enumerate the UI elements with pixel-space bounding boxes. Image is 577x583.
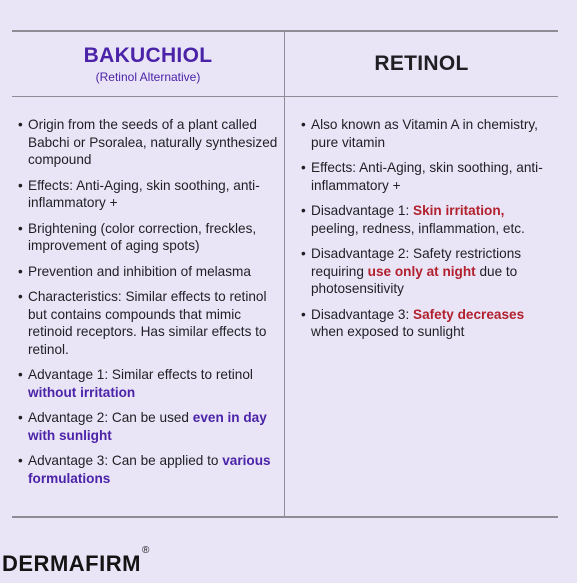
highlight-text: even in day with sunlight (28, 410, 267, 443)
list-item: • Prevention and inhibition of melasma (18, 263, 280, 281)
retinol-column (301, 116, 551, 349)
list-item: • Brightening (color correction, freckles, improvement of aging spots) (18, 220, 280, 255)
bakuchiol-subtitle: (Retinol Alternative) (95, 70, 201, 84)
list-item: • Disadvantage 2: Safety restrictions requiring use only at night due to photosensitivity (301, 245, 551, 298)
list-item: • Origin from the seeds of a plant called Babchi or Psoralea, naturally synthesized compound (18, 116, 280, 169)
list-item: • Advantage 3: Can be applied to various formulations (18, 452, 280, 487)
list-item: • Characteristics: Similar effects to retinol but contains compounds that mimic retinoid receptors. Has similar effects to retinol. (18, 288, 280, 358)
list-item: • Also known as Vitamin A in chemistry, pure vitamin (301, 116, 551, 151)
highlight-text: Safety decreases (413, 306, 525, 322)
highlight-text: use only at night (367, 263, 476, 279)
list-item: • Disadvantage 3: Safety decreases when exposed to sunlight (301, 306, 551, 341)
dermafirm-logo: DERMAFIRM (2, 551, 141, 576)
highlight-text: without irritation (28, 384, 136, 400)
highlight-text: various formulations (28, 453, 271, 486)
bakuchiol-list (18, 116, 280, 487)
list-item: • Advantage 2: Can be used even in day with sunlight (18, 409, 280, 444)
bakuchiol-column (18, 116, 280, 495)
bakuchiol-header (12, 32, 284, 96)
retinol-list (301, 116, 551, 341)
registered-mark: ® (142, 545, 150, 556)
list-item: • Disadvantage 1: Skin irritation, peeling, redness, inflammation, etc. (301, 202, 551, 237)
header-divider (12, 96, 558, 97)
comparison-table (12, 30, 558, 518)
list-item: • Advantage 1: Similar effects to retinol without irritation (18, 366, 280, 401)
bakuchiol-title: BAKUCHIOL (83, 44, 213, 67)
column-divider (284, 32, 285, 516)
list-item: • Effects: Anti-Aging, skin soothing, anti-inflammatory + (18, 177, 280, 212)
list-item: • Effects: Anti-Aging, skin soothing, anti-inflammatory + (301, 159, 551, 194)
retinol-header (285, 32, 558, 96)
highlight-text: Skin irritation, (413, 203, 505, 218)
retinol-title: RETINOL (374, 52, 469, 75)
